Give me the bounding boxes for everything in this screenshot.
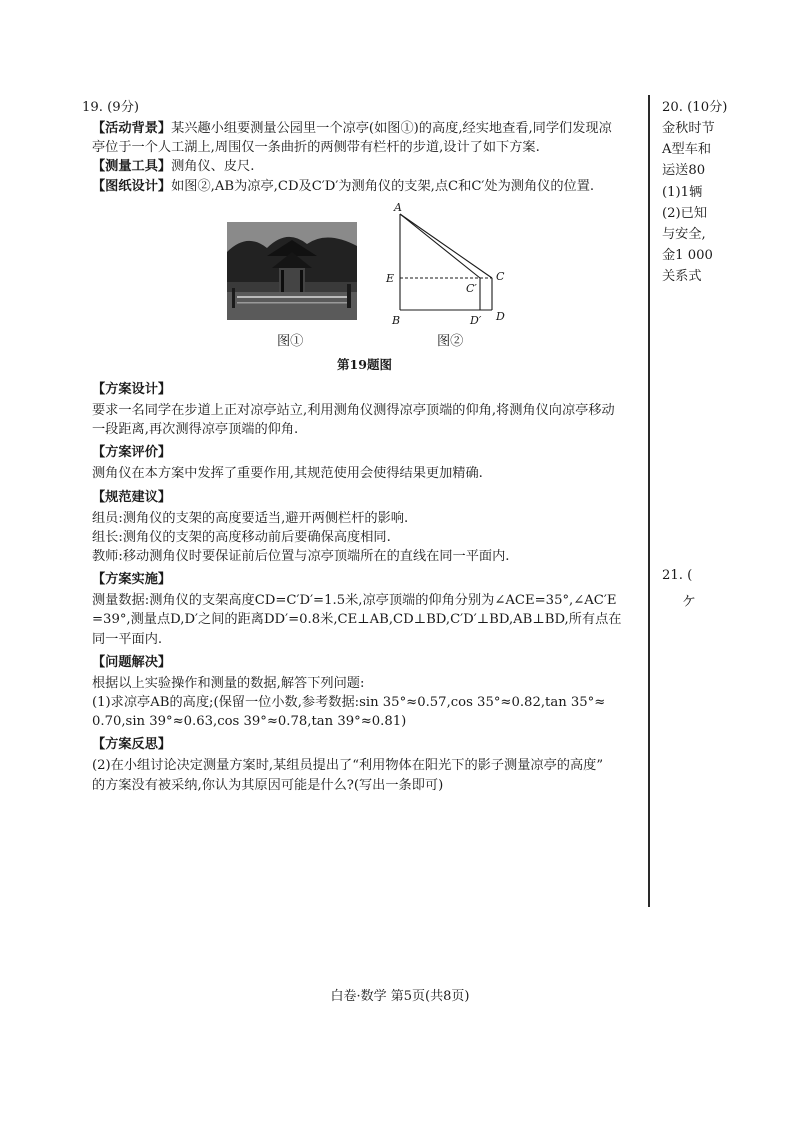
plan-design-heading: 【方案设计】 (92, 381, 172, 397)
label-C: C (496, 269, 505, 283)
line-AC (400, 214, 492, 278)
question-20-line-4: (1)1辆 (662, 184, 703, 200)
page-footer: 白卷·数学 第5页(共8页) (330, 989, 470, 1004)
label-A: A (394, 200, 402, 214)
activity-background-heading: 【活动背景】 (92, 121, 172, 137)
sub-question-2-line-2: 的方案没有被采纳,你认为其原因可能是什么?(写出一条即可) (92, 777, 444, 793)
pavilion-photo (227, 222, 357, 320)
problem-solving-text: 根据以上实验操作和测量的数据,解答下列问题: (92, 675, 365, 691)
plan-design-text-1: 要求一名同学在步道上正对凉亭站立,利用测角仪测得凉亭顶端的仰角,将测角仪向凉亭移动 (92, 402, 615, 418)
reflection-heading: 【方案反思】 (92, 737, 172, 753)
activity-background-text-2: 亭位于一个人工湖上,周围仅一条曲折的两侧带有栏杆的步道,设计了如下方案. (92, 140, 540, 156)
question-21-title: 21. ( (662, 568, 693, 583)
suggestion-leader: 组长:测角仪的支架的高度移动前后要确保高度相同. (92, 529, 391, 545)
question-20-line-7: 金1 000 (662, 247, 713, 263)
question-19-title: 19. (9分) (82, 100, 140, 115)
pavilion-photo-image (227, 222, 357, 320)
question-20-line-3: 运送80 (662, 163, 706, 179)
column-divider (648, 95, 650, 907)
figure-1-caption: 图① (277, 333, 304, 349)
question-20-line-1: 金秋时节 (662, 121, 715, 137)
question-20-line-5: (2)已知 (662, 205, 708, 221)
figure-title: 第19题图 (337, 356, 392, 372)
activity-background (92, 119, 637, 138)
drawing-design-text: 如图②,AB为凉亭,CD及C′D′为测角仪的支架,点C和C′处为测角仪的位置. (171, 178, 595, 194)
implementation-text-3: 同一平面内. (92, 631, 163, 647)
sub-question-2-line-1: (2)在小组讨论决定测量方案时,某组员提出了“利用物体在阳光下的影子测量凉亭的高度” (92, 758, 604, 774)
implementation-heading: 【方案实施】 (92, 572, 172, 588)
drawing-design-heading: 【图纸设计】 (92, 178, 172, 194)
figure-row (92, 200, 637, 350)
label-B: B (392, 313, 401, 327)
figure-2-caption: 图② (437, 333, 464, 349)
label-D-prime: D′ (470, 313, 482, 327)
measuring-tools-heading: 【测量工具】 (92, 159, 172, 175)
question-20-title: 20. (10分) (662, 100, 728, 115)
sub-question-1-line-1: (1)求凉亭AB的高度;(保留一位小数,参考数据:sin 35°≈0.57,cos 35°≈0.82,tan 35°≈ (92, 694, 606, 710)
geometry-diagram (386, 200, 512, 332)
question-20-line-2: A型车和 (662, 142, 712, 158)
plan-design-text-2: 一段距离,再次测得凉亭顶端的仰角. (92, 422, 299, 438)
label-D: D (496, 309, 505, 323)
label-E: E (386, 271, 395, 285)
question-21-fragment: ケ (682, 594, 696, 610)
line-AC-prime (400, 214, 480, 278)
question-20 (662, 98, 800, 288)
measuring-tools (92, 157, 637, 176)
drawing-design (92, 177, 637, 196)
implementation-text-1: 测量数据:测角仪的支架高度CD=C′D′=1.5米,凉亭顶端的仰角分别为∠ACE=35°,∠AC′E (92, 593, 617, 609)
question-20-line-8: 关系式 (662, 269, 702, 285)
suggestions-heading: 【规范建议】 (92, 489, 172, 505)
plan-evaluation-text: 测角仪在本方案中发挥了重要作用,其规范使用会使得结果更加精确. (92, 466, 483, 482)
suggestion-teacher: 教师:移动测角仪时要保证前后位置与凉亭顶端所在的直线在同一平面内. (92, 548, 510, 564)
suggestion-member: 组员:测角仪的支架的高度要适当,避开两侧栏杆的影响. (92, 510, 409, 526)
activity-background-text-1: 某兴趣小组要测量公园里一个凉亭(如图①)的高度,经实地查看,同学们发现凉 (171, 121, 612, 137)
label-C-prime: C′ (466, 281, 477, 295)
plan-evaluation-heading: 【方案评价】 (92, 445, 172, 461)
problem-solving-heading: 【问题解决】 (92, 654, 172, 670)
implementation-text-2: =39°,测量点D,D′之间的距离DD′=0.8米,CE⊥AB,CD⊥BD,C′D′⊥BD,AB⊥BD,所有点在 (92, 612, 622, 628)
sub-question-1-line-2: 0.70,sin 39°≈0.63,cos 39°≈0.78,tan 39°≈0.81) (92, 714, 407, 730)
question-20-line-6: 与安全, (662, 226, 706, 242)
measuring-tools-text: 测角仪、皮尺. (171, 159, 255, 175)
question-19 (82, 98, 637, 795)
